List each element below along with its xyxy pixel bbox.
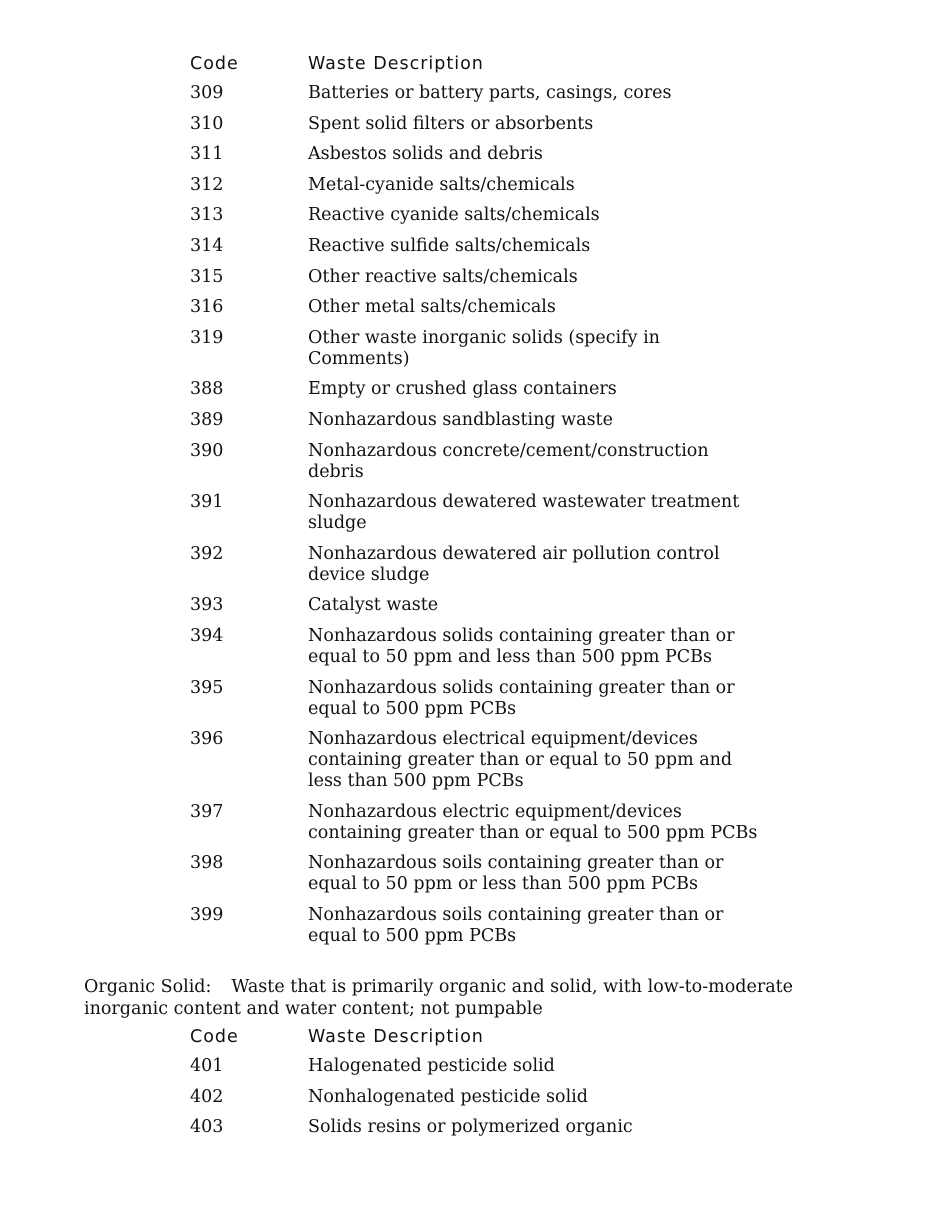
waste-description: Nonhazardous dewatered air pollution control device sludge [308,543,720,585]
table-row [190,267,770,288]
table-row [190,626,770,668]
table-row [190,83,770,104]
waste-code: 311 [190,144,224,165]
waste-code: 402 [190,1086,224,1107]
waste-code: 394 [190,625,224,646]
section-text: Waste that is primarily organic and solid, with low-to-moderate inorganic content and water content; not pumpable [84,977,794,1019]
organic-solid-definition [84,976,844,1020]
waste-description: Nonhazardous concrete/cement/construction debris [308,440,709,482]
waste-code: 316 [190,297,224,318]
waste-code: 393 [190,595,224,616]
waste-description: Nonhalogenated pesticide solid [308,1086,588,1107]
waste-description: Nonhazardous dewatered wastewater treatment sludge [308,492,740,534]
waste-code: 319 [190,327,224,348]
table-row [190,297,770,318]
table-row [190,1087,770,1108]
table-row [190,114,770,135]
description-column-header: Waste Description [308,1027,484,1047]
waste-description: Batteries or battery parts, casings, cores [308,83,672,103]
table-row [190,205,770,226]
table-row [190,678,770,720]
waste-description: Other waste inorganic solids (specify in Comments) [308,327,660,369]
table-row [190,1117,770,1138]
waste-code: 399 [190,904,224,925]
waste-description: Nonhazardous soils containing greater than or equal to 50 ppm or less than 500 ppm PCBs [308,853,724,895]
waste-description: Nonhazardous solids containing greater than or equal to 50 ppm and less than 500 ppm PCBs [308,625,735,667]
waste-code: 389 [190,409,224,430]
table-row [190,729,770,792]
waste-code: 398 [190,853,224,874]
table-row [190,410,770,431]
waste-code: 313 [190,205,224,226]
waste-code: 395 [190,677,224,698]
table-row [190,595,770,616]
table-row [190,236,770,257]
waste-description: Nonhazardous electric equipment/devices containing greater than or equal to 500 ppm PCBs [308,801,758,843]
waste-description: Other reactive salts/chemicals [308,266,578,287]
waste-description: Reactive sulfide salts/chemicals [308,235,591,256]
waste-code-table-inorganic [190,54,770,956]
waste-description: Nonhazardous soils containing greater than or equal to 500 ppm PCBs [308,904,724,946]
waste-code: 312 [190,174,224,195]
waste-description: Nonhazardous electrical equipment/devices containing greater than or equal to 50 ppm and less than 500 ppm PCBs [308,729,733,792]
waste-code: 309 [190,83,224,103]
waste-code: 392 [190,543,224,564]
description-column-header: Waste Description [308,54,484,74]
code-column-header: Code [190,54,239,74]
waste-code: 391 [190,492,224,513]
table-row [190,379,770,400]
table-row [190,492,770,534]
section-label: Organic Solid: [84,977,212,997]
table-row [190,544,770,586]
waste-description: Reactive cyanide salts/chemicals [308,205,600,226]
waste-description: Empty or crushed glass containers [308,379,617,400]
waste-description: Spent solid filters or absorbents [308,113,594,134]
waste-code: 390 [190,440,224,461]
waste-code: 314 [190,235,224,256]
waste-description: Nonhazardous sandblasting waste [308,409,613,430]
table-row [190,328,770,370]
waste-code: 315 [190,266,224,287]
table-row [190,144,770,165]
waste-code: 401 [190,1056,224,1076]
table-row [190,441,770,483]
table-row [190,175,770,196]
code-column-header: Code [190,1027,239,1047]
waste-code: 388 [190,379,224,400]
waste-description: Asbestos solids and debris [308,144,543,165]
waste-code-table-organic [190,1027,770,1148]
waste-code: 403 [190,1117,224,1138]
table-row [190,802,770,844]
waste-code: 310 [190,113,224,134]
table-header [190,54,770,79]
waste-description: Halogenated pesticide solid [308,1056,555,1076]
table-row [190,1056,770,1077]
waste-description: Other metal salts/chemicals [308,297,556,318]
waste-code: 396 [190,729,224,750]
table-row [190,905,770,947]
waste-code: 397 [190,801,224,822]
waste-description: Metal-cyanide salts/chemicals [308,174,575,195]
table-header [190,1027,770,1052]
waste-description: Catalyst waste [308,595,439,616]
table-row [190,853,770,895]
waste-description: Nonhazardous solids containing greater than or equal to 500 ppm PCBs [308,677,735,719]
waste-description: Solids resins or polymerized organic [308,1117,633,1138]
